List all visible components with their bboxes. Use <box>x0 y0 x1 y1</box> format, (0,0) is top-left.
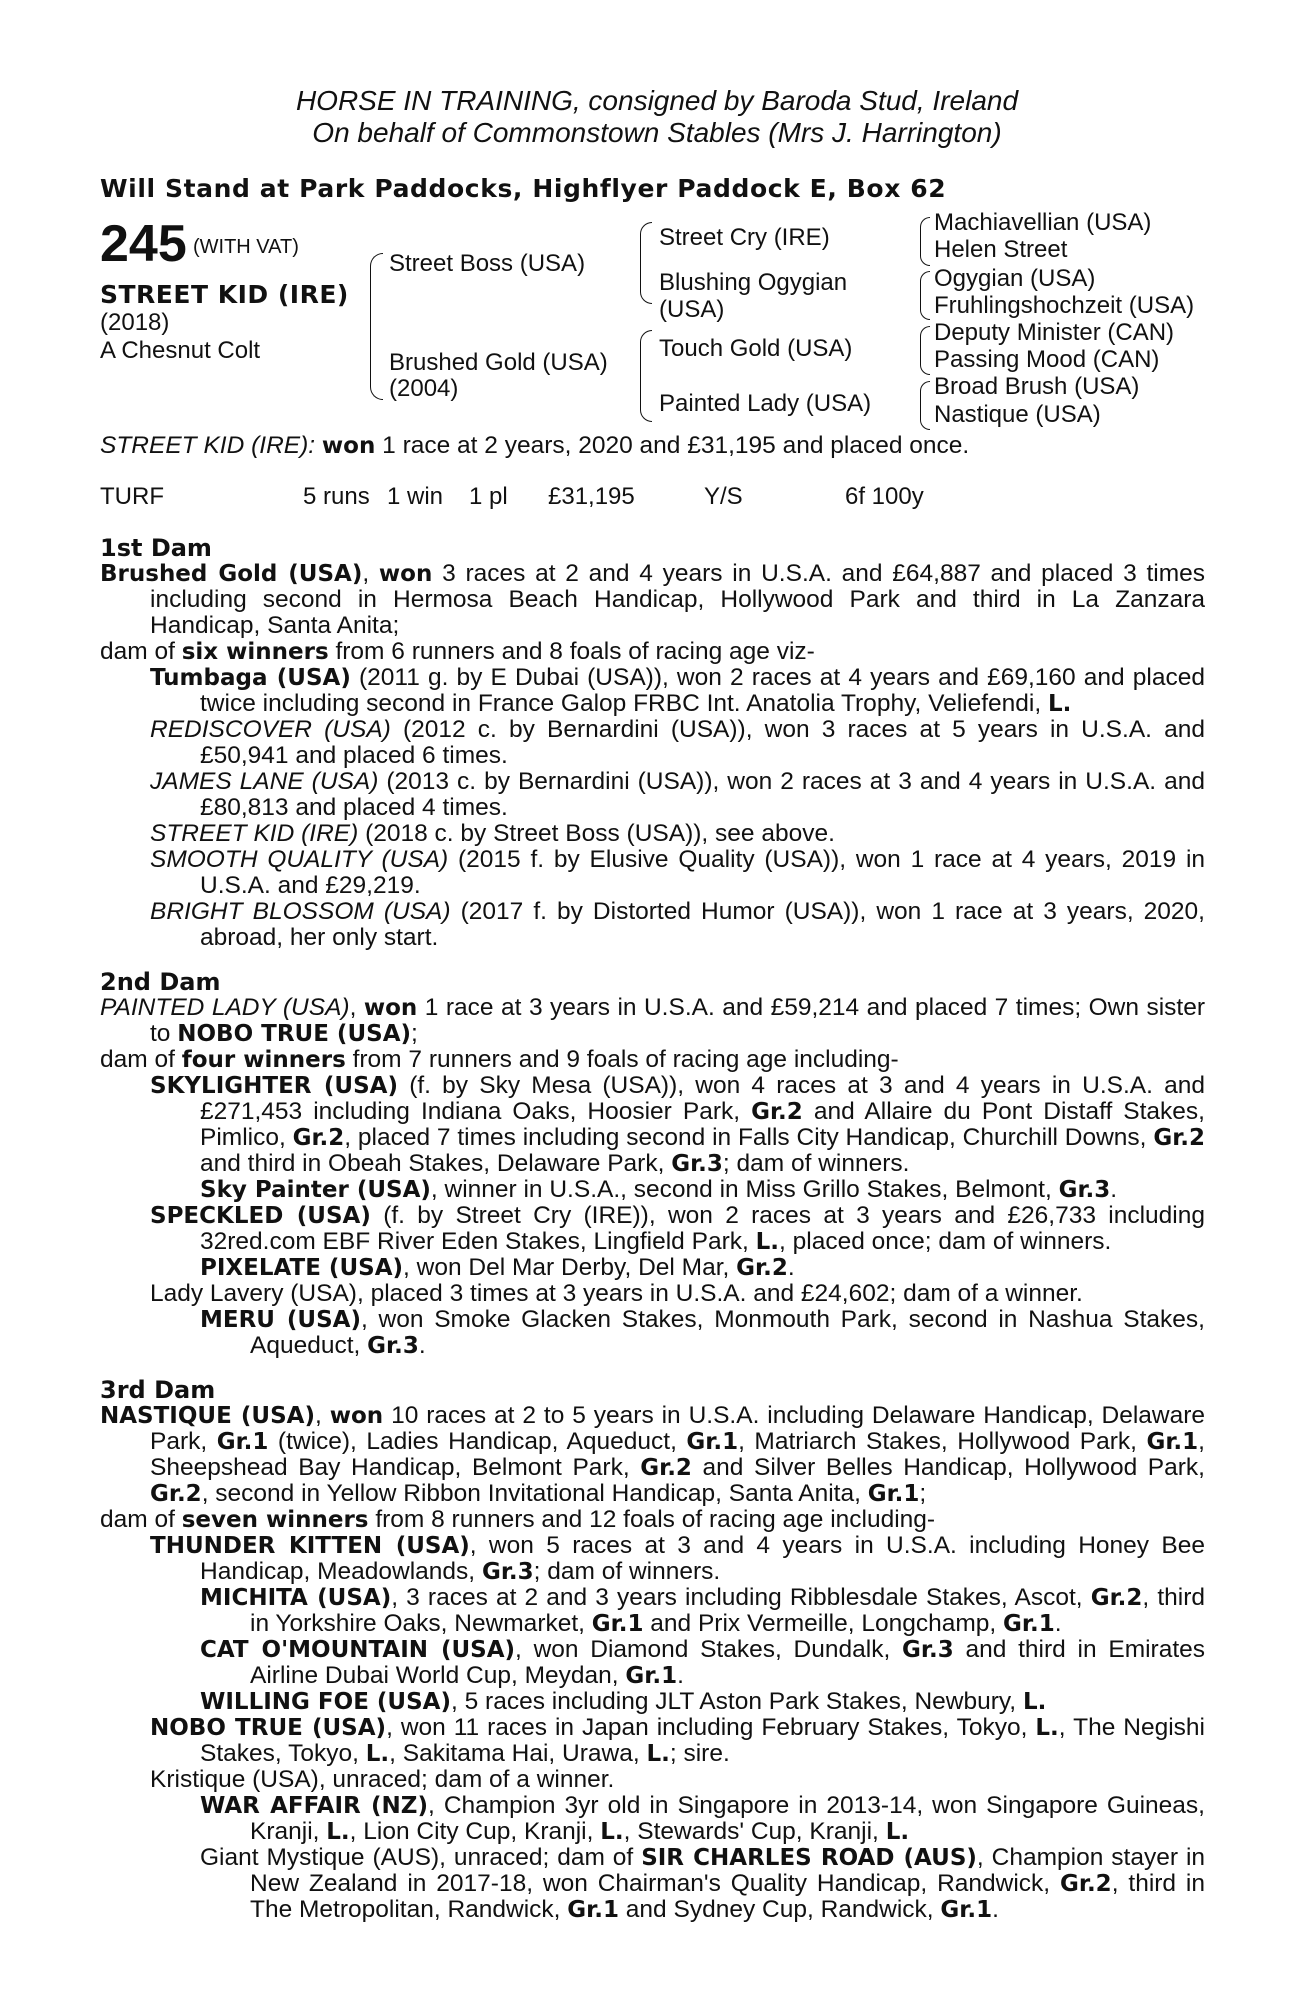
dam-record: Brushed Gold (USA), won 3 races at 2 and 4 years in U.S.A. and £64,887 and placed 3 times including second in Hermosa Beach Handicap, Hollywood Park and third in La Zanzara Handicap, Santa Anita; <box>100 560 1206 639</box>
record-going: Y/S <box>704 483 743 510</box>
produce-item: PIXELATE (USA), won Del Mar Derby, Del Mar, Gr.2. <box>200 1254 795 1281</box>
record-surface: TURF <box>100 483 164 510</box>
pedigree-g4: Fruhlingshochzeit (USA) <box>934 292 1195 319</box>
section-heading: 2nd Dam <box>100 968 221 996</box>
produce-item: CAT O'MOUNTAIN (USA), won Diamond Stakes, Dundalk, Gr.3 and third in Emirates Airline Dubai World Cup, Meydan, Gr.1. <box>200 1636 1206 1689</box>
pedigree-sire-dam-country: (USA) <box>659 296 725 323</box>
pedigree-g8: Nastique (USA) <box>934 401 1101 428</box>
pedigree-g7: Broad Brush (USA) <box>934 373 1140 400</box>
pedigree-sire-sire: Street Cry (IRE) <box>659 224 830 251</box>
produce-item: MICHITA (USA), 3 races at 2 and 3 years including Ribblesdale Stakes, Ascot, Gr.2, third in Yorkshire Oaks, Newmarket, Gr.1 and Prix Vermeille, Longchamp, Gr.1. <box>200 1584 1205 1637</box>
record-placed: 1 pl <box>469 483 508 510</box>
consignor-behalf-line: On behalf of Commonstown Stables (Mrs J. Harrington) <box>312 117 1002 148</box>
record-distance: 6f 100y <box>845 483 924 510</box>
lot-number: 245 <box>100 215 187 273</box>
dam-record: PAINTED LADY (USA), won 1 race at 3 years in U.S.A. and £59,214 and placed 7 times; Own sister to NOBO TRUE (USA); <box>100 994 1205 1047</box>
produce-item: WAR AFFAIR (NZ), Champion 3yr old in Singapore in 2013-14, won Singapore Guineas, Kranji, L., Lion City Cup, Kranji, L., Stewards' Cup, Kranji, L. <box>200 1792 1205 1845</box>
pedigree-sire-dam: Blushing Ogygian <box>659 269 848 296</box>
dam-produce-summary: dam of six winners from 6 runners and 8 foals of racing age viz- <box>100 638 815 665</box>
pedigree-dam-sire: Touch Gold (USA) <box>659 335 853 362</box>
produce-item: Tumbaga (USA) (2011 g. by E Dubai (USA)), won 2 races at 4 years and £69,160 and placed twice including second in France Galop FRBC Int. Anatolia Trophy, Veliefendi, L. <box>150 664 1205 717</box>
dam-record: NASTIQUE (USA), won 10 races at 2 to 5 years in U.S.A. including Delaware Handicap, Delaware Park, Gr.1 (twice), Ladies Handicap, Aqueduct, Gr.1, Matriarch Stakes, Hollywood Park, Gr.1, Sheepshead Bay Handicap, Belmont Park, Gr.2 and Silver Belles Handicap, Hollywood Park, Gr.2, second in Yellow Ribbon Invitational Handicap, Santa Anita, Gr.1; <box>100 1402 1206 1507</box>
produce-item: Sky Painter (USA), winner in U.S.A., second in Miss Grillo Stakes, Belmont, Gr.3. <box>200 1176 1118 1203</box>
produce-item: Giant Mystique (AUS), unraced; dam of SIR CHARLES ROAD (AUS), Champion stayer in New Zealand in 2017-18, won Chairman's Quality Handicap, Randwick, Gr.2, third in The Metropolitan, Randwick, Gr.1 and Sydney Cup, Randwick, Gr.1. <box>200 1844 1206 1923</box>
section-heading: 3rd Dam <box>100 1376 216 1404</box>
produce-item: Kristique (USA), unraced; dam of a winner. <box>150 1766 615 1793</box>
produce-item: SPECKLED (USA) (f. by Street Cry (IRE)), won 2 races at 3 years and £26,733 including 32red.com EBF River Eden Stakes, Lingfield Park, L., placed once; dam of winners. <box>150 1202 1205 1255</box>
pedigree-g1: Machiavellian (USA) <box>934 209 1152 236</box>
pedigree-bracket-g3 <box>920 326 930 375</box>
dam-produce-summary: dam of seven winners from 8 runners and 12 foals of racing age including- <box>100 1506 936 1533</box>
race-summary: STREET KID (IRE): won 1 race at 2 years, 2020 and £31,195 and placed once. <box>100 432 970 459</box>
produce-item: WILLING FOE (USA), 5 races including JLT Aston Park Stakes, Newbury, L. <box>200 1688 1047 1715</box>
horse-year: (2018) <box>100 309 170 336</box>
pedigree-bracket-g1 <box>920 217 930 266</box>
horse-description: A Chesnut Colt <box>100 337 261 364</box>
produce-item: STREET KID (IRE) (2018 c. by Street Boss (USA)), see above. <box>150 820 835 847</box>
pedigree-dam-year: (2004) <box>389 375 459 402</box>
horse-name: STREET KID (IRE) <box>100 280 349 309</box>
produce-item: MERU (USA), won Smoke Glacken Stakes, Monmouth Park, second in Nashua Stakes, Aqueduct, Gr.3. <box>200 1306 1205 1359</box>
section-heading: 1st Dam <box>100 534 212 562</box>
consignor-line: HORSE IN TRAINING, consigned by Baroda Stud, Ireland <box>295 85 1019 116</box>
produce-item: NOBO TRUE (USA), won 11 races in Japan including February Stakes, Tokyo, L., The Negishi Stakes, Tokyo, L., Sakitama Hai, Urawa, L.; sire. <box>150 1714 1205 1767</box>
pedigree-g6: Passing Mood (CAN) <box>934 346 1160 373</box>
produce-item: THUNDER KITTEN (USA), won 5 races at 3 and 4 years in U.S.A. including Honey Bee Handicap, Meadowlands, Gr.3; dam of winners. <box>150 1532 1205 1585</box>
pedigree-bracket-g4 <box>920 381 930 430</box>
pedigree-g3: Ogygian (USA) <box>934 265 1096 292</box>
record-runs: 5 runs <box>303 483 370 510</box>
produce-item: BRIGHT BLOSSOM (USA) (2017 f. by Distorted Humor (USA)), won 1 race at 3 years, 2020, abroad, her only start. <box>150 898 1205 951</box>
produce-item: Lady Lavery (USA), placed 3 times at 3 years in U.S.A. and £24,602; dam of a winner. <box>150 1280 1083 1307</box>
stand-location: Will Stand at Park Paddocks, Highflyer Paddock E, Box 62 <box>100 174 947 203</box>
pedigree-bracket-g2 <box>920 271 930 320</box>
produce-item: JAMES LANE (USA) (2013 c. by Bernardini (USA)), won 2 races at 3 and 4 years in U.S.A. and £80,813 and placed 4 times. <box>150 768 1205 821</box>
pedigree-bracket-sire <box>640 222 652 304</box>
pedigree-dam: Brushed Gold (USA) <box>389 349 608 376</box>
pedigree-bracket-dam <box>640 330 652 422</box>
pedigree-g5: Deputy Minister (CAN) <box>934 319 1175 346</box>
first-dam-section <box>100 535 1205 951</box>
vat-note: (WITH VAT) <box>193 236 299 258</box>
dam-produce-summary: dam of four winners from 7 runners and 9 foals of racing age including- <box>100 1046 899 1073</box>
third-dam-section <box>100 1377 1205 1923</box>
record-wins: 1 win <box>387 483 444 510</box>
produce-item: SKYLIGHTER (USA) (f. by Sky Mesa (USA)), won 4 races at 3 and 4 years in U.S.A. and £271,453 including Indiana Oaks, Hoosier Park, Gr.2 and Allaire du Pont Distaff Stakes, Pimlico, Gr.2, placed 7 times including second in Falls City Handicap, Churchill Downs, Gr.2 and third in Obeah Stakes, Delaware Park, Gr.3; dam of winners. <box>150 1072 1205 1177</box>
produce-item: SMOOTH QUALITY (USA) (2015 f. by Elusive Quality (USA)), won 1 race at 4 years, 2019 in U.S.A. and £29,219. <box>150 846 1206 899</box>
pedigree-sire: Street Boss (USA) <box>389 250 586 277</box>
pedigree-dam-dam: Painted Lady (USA) <box>659 390 872 417</box>
record-prize: £31,195 <box>548 483 635 510</box>
produce-item: REDISCOVER (USA) (2012 c. by Bernardini (USA)), won 3 races at 5 years in U.S.A. and £50,941 and placed 6 times. <box>150 716 1205 769</box>
second-dam-section <box>100 969 1205 1359</box>
pedigree-bracket-main <box>370 253 383 400</box>
pedigree-g2: Helen Street <box>934 236 1068 263</box>
